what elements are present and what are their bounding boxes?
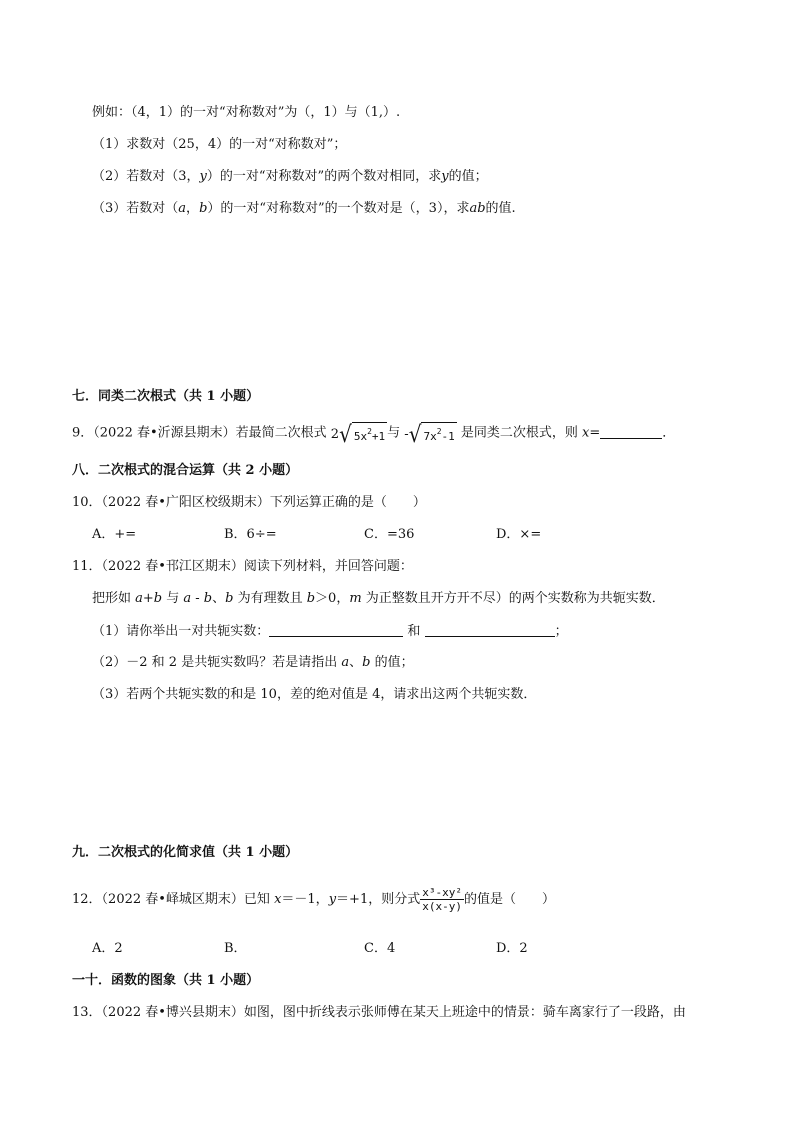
q10-option-c: C．=36: [364, 527, 415, 542]
q8-part1: （1）求数对（25，4）的一对“对称数对”；: [92, 137, 347, 152]
q12-option-a: A．2: [92, 941, 123, 956]
answer-blank-q11-2[interactable]: [425, 622, 555, 637]
q11-material: 把形如 a+b 与 a - b、b 为有理数且 b＞0，m 为正整数且开方开不尽）的两个实数称为共轭实数．: [92, 591, 665, 606]
q11-part2: （2）－2 和 2 是共轭实数吗？若是请指出 a、b 的值；: [92, 655, 414, 670]
q10-option-a: A．+=: [92, 527, 137, 542]
answer-blank-q9[interactable]: [600, 424, 662, 439]
q11-part3: （3）若两个共轭实数的和是 10，差的绝对值是 4，请求出这两个共轭实数．: [92, 687, 537, 702]
fraction: $\frac{\text{x³-xy²}}{x(x-y)}$: [422, 886, 462, 913]
q8-part2: （2）若数对（3，y）的一对“对称数对”的两个数对相同，求y的值；: [92, 169, 488, 184]
section-heading-10: 一十．函数的图象（共 1 小题）: [72, 973, 260, 988]
section-heading-8: 八．二次根式的混合运算（共 2 小题）: [72, 463, 299, 478]
radical-2: - √ $7x^2-1$: [404, 420, 455, 448]
question-9: 9．（2022 春•沂源县期末）若最简二次根式 2 √ $5x^2+1$ 与 - √ $7x^2-1$ 是同类二次根式，则 x= ．: [72, 420, 676, 448]
question-11: 11．（2022 春•邗江区期末）阅读下列材料，并回答问题：: [72, 559, 413, 574]
question-13: 13．（2022 春•博兴县期末）如图，图中折线表示张师傅在某天上班途中的情景：骑车离家行了一段路，由: [72, 1005, 686, 1020]
q12-option-c: C．4: [364, 941, 396, 956]
q12-option-d: D．2: [496, 941, 528, 956]
answer-blank-q11-1[interactable]: [269, 622, 403, 637]
question-12: 12．（2022 春•峄城区期末）已知 x＝－1，y＝+1，则分式 $\frac{\text{x³-xy²}}{x(x-y)}$ 的值是（ ）: [72, 886, 555, 913]
q8-part3: （3）若数对（a，b）的一对“对称数对”的一个数对是（，3），求ab的值.: [92, 201, 516, 216]
q12-option-b: B．: [224, 941, 247, 956]
q10-option-d: D．×=: [496, 527, 542, 542]
section-heading-7: 七．同类二次根式（共 1 小题）: [72, 389, 260, 404]
section-heading-9: 九．二次根式的化简求值（共 1 小题）: [72, 845, 299, 860]
q10-option-b: B．6÷=: [224, 527, 277, 542]
question-10: 10．（2022 春•广阳区校级期末）下列运算正确的是（ ）: [72, 495, 426, 510]
example-line: 例如：（4，1）的一对“对称数对”为（，1）与（1,）.: [92, 105, 401, 120]
q11-part1: （1）请你举出一对共轭实数： 和 ；: [92, 624, 568, 639]
radical-1: 2 √ $5x^2+1$: [330, 420, 386, 448]
